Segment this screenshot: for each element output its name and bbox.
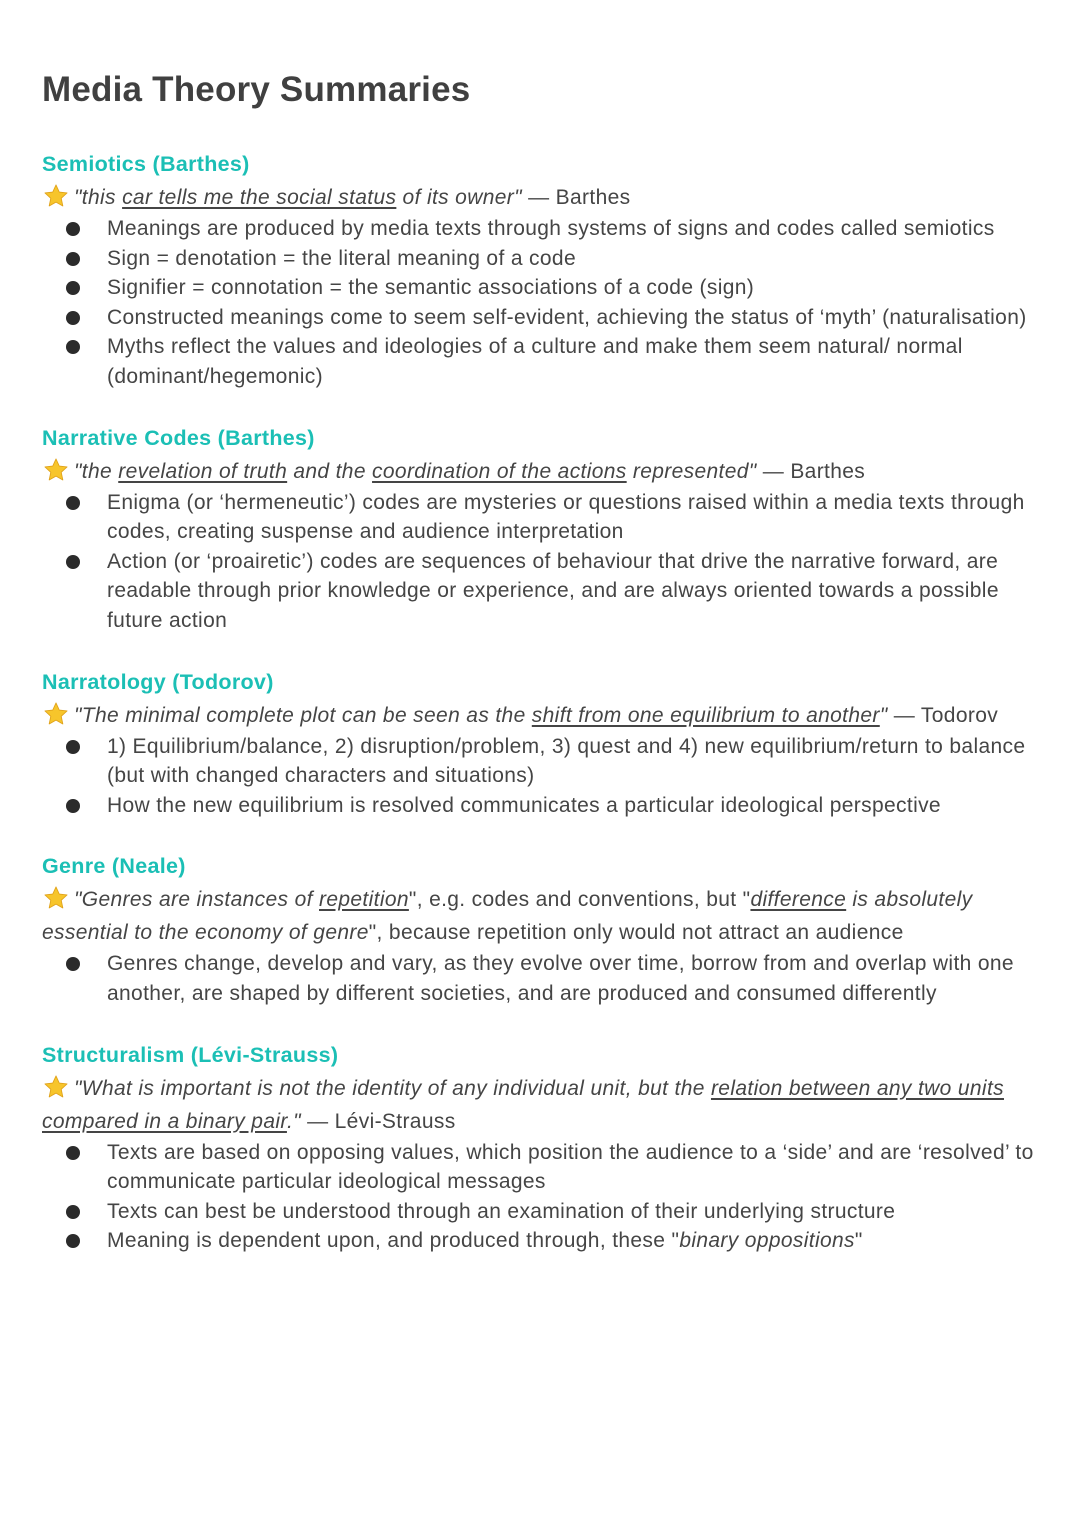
section-heading: Narratology (Todorov) (42, 669, 274, 694)
text-segment: Signifier = connotation = the semantic associations of a code (sign) (107, 276, 755, 300)
text-segment: " (854, 1229, 863, 1253)
section (42, 850, 1042, 1008)
section (42, 1039, 1042, 1256)
quote-text: " (879, 703, 888, 727)
section (42, 148, 1042, 392)
bullet-list (42, 488, 1042, 636)
bullet-icon (66, 1205, 80, 1219)
text-segment: Sign = denotation = the literal meaning of a code (107, 246, 576, 270)
quote-text: ." (286, 1109, 301, 1133)
bullet-icon (66, 957, 80, 971)
bullet-icon (66, 1234, 80, 1248)
quote-text: "What is important is not the identity of any individual unit, but the (74, 1076, 711, 1100)
bullet-list (42, 949, 1042, 1008)
text-segment: Texts are based on opposing values, which position the audience to a ‘side’ and are ‘resolved’ to communicate particular ideological messages (107, 1140, 1034, 1194)
star-icon (42, 885, 70, 911)
section-heading: Narrative Codes (Barthes) (42, 425, 315, 450)
section (42, 666, 1042, 821)
quote (42, 1072, 1042, 1138)
section-heading: Structuralism (Lévi-Strauss) (42, 1042, 339, 1067)
text-segment: Meaning is dependent upon, and produced through, these " (107, 1229, 680, 1253)
bullet-icon (66, 281, 80, 295)
quote-text: binary oppositions (679, 1229, 855, 1253)
star-icon (42, 1074, 70, 1100)
text-segment: Meanings are produced by media texts through systems of signs and codes called semiotics (107, 217, 995, 240)
bullet-list (42, 1138, 1042, 1256)
quote-text: and the (287, 459, 373, 483)
text-segment: Myths reflect the values and ideologies of a culture and make them seem natural/ normal (dominant/hegemonic) (107, 335, 963, 388)
quote-text: "Genres are instances of (74, 888, 319, 912)
bullet-icon (66, 311, 80, 325)
section (42, 422, 1042, 636)
text-segment: How the new equilibrium is resolved communicates a particular ideological perspective (107, 793, 941, 817)
quote-text: represented" (626, 459, 757, 483)
quote (42, 181, 1042, 214)
bullet-icon (66, 252, 80, 266)
text-segment: Texts can best be understood through an examination of their underlying structure (107, 1199, 896, 1223)
sections (42, 148, 1042, 1256)
bullet-icon (66, 740, 80, 754)
page-title: Media Theory Summaries (42, 70, 471, 109)
text-segment: Action (or ‘proairetic’) codes are sequences of behaviour that drive the narrative forward, are readable through prior knowledge or experience, and are always oriented towards a possible future action (107, 549, 999, 632)
text-segment: — Barthes (756, 459, 866, 483)
underlined-quote-text: revelation of truth (118, 459, 288, 483)
star-icon (42, 457, 70, 483)
quote (42, 699, 1042, 732)
text-segment: Enigma (or ‘hermeneutic’) codes are mysteries or questions raised within a media texts through codes, creating suspense and audience interpretation (107, 490, 1025, 544)
underlined-quote-text: coordination of the actions (372, 459, 627, 483)
list-item (42, 949, 1042, 1008)
text-segment: 1) Equilibrium/balance, 2) disruption/problem, 3) quest and 4) new equilibrium/return to balance (but with changed characters and situations) (107, 734, 1026, 788)
text-segment: — Lévi-Strauss (300, 1109, 456, 1133)
bullet-list (42, 214, 1042, 392)
bullet-icon (66, 555, 80, 569)
quote-text: "this (74, 186, 123, 209)
bullet-icon (66, 340, 80, 354)
list-item (42, 273, 1042, 303)
list-item (42, 332, 1042, 391)
text-segment: Constructed meanings come to seem self-evident, achieving the status of ‘myth’ (naturalisation) (107, 305, 1027, 329)
list-item (42, 303, 1042, 333)
underlined-quote-text: shift from one equilibrium to another (531, 703, 880, 727)
underlined-quote-text: car tells me the social status (122, 186, 397, 209)
underlined-quote-text: relation between any two units compared in a binary pair (42, 1076, 1004, 1133)
list-item (42, 1226, 1042, 1256)
list-item (42, 1197, 1042, 1227)
underlined-quote-text: repetition (319, 888, 409, 912)
document (42, 70, 1042, 1286)
section-heading: Genre (Neale) (42, 854, 186, 879)
text-segment: ", e.g. codes and conventions, but " (408, 888, 751, 912)
section-heading: Semiotics (Barthes) (42, 152, 250, 176)
list-item (42, 732, 1042, 791)
star-icon (42, 701, 70, 727)
quote-text: "the (74, 459, 119, 483)
quote-text: is absolutely essential to the economy of genre (42, 888, 973, 945)
bullet-icon (66, 1146, 80, 1160)
list-item (42, 214, 1042, 244)
bullet-icon (66, 799, 80, 813)
quote (42, 455, 1042, 488)
bullet-icon (66, 496, 80, 510)
bullet-list (42, 732, 1042, 821)
underlined-quote-text: difference (750, 888, 847, 912)
quote (42, 883, 1042, 949)
quote-text: of its owner" (396, 186, 522, 209)
quote-text: "The minimal complete plot can be seen as the (74, 703, 532, 727)
list-item (42, 791, 1042, 821)
text-segment: Genres change, develop and vary, as they evolve over time, borrow from and overlap with one another, are shaped by different societies, and are produced and consumed differently (107, 952, 1014, 1005)
list-item (42, 488, 1042, 547)
list-item (42, 244, 1042, 274)
list-item (42, 547, 1042, 636)
list-item (42, 1138, 1042, 1197)
text-segment: ", because repetition only would not attract an audience (368, 921, 904, 945)
bullet-icon (66, 222, 80, 236)
text-segment: — Barthes (521, 186, 631, 209)
star-icon (42, 183, 70, 209)
text-segment: — Todorov (887, 703, 999, 727)
